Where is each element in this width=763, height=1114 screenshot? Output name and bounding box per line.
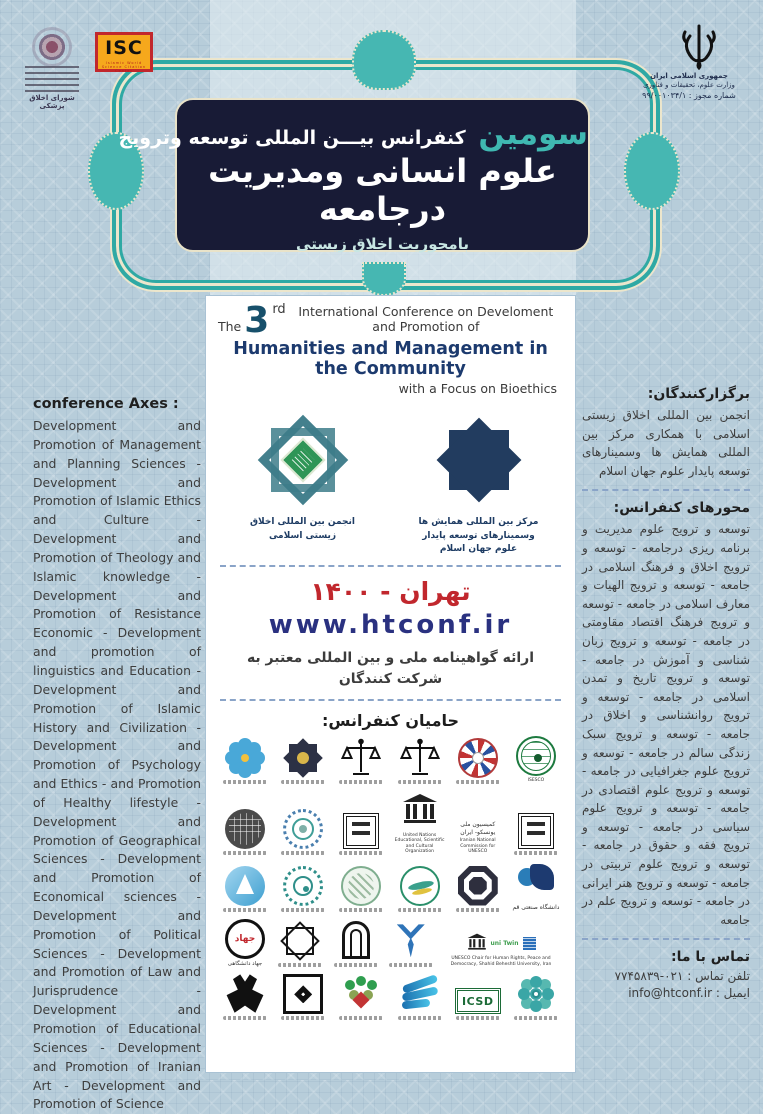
title-line3: with a Focus on Bioethics xyxy=(398,381,557,396)
sponsor-teal-mandala xyxy=(509,974,563,1020)
sponsor-flower-scales xyxy=(218,738,272,784)
calligraphy-seal-icon xyxy=(518,813,554,849)
icsd-logo: ICSD xyxy=(455,988,501,1014)
sponsor-justice-ministry xyxy=(334,738,388,784)
unesco-chair-caption: UNESCO Chair for Human Rights, Peace and Democracy, Shahid Beheshti University, Iran xyxy=(450,956,552,967)
sponsor-azad-university xyxy=(384,921,438,967)
sponsors-row-5 xyxy=(218,974,563,1020)
sail-circle-icon xyxy=(225,866,265,906)
compass-mandala-icon xyxy=(283,866,323,906)
organizers-body: انجمن بین المللی اخلاق زیستی اسلامی با همکاری مرکز بین المللی همایش ها وسمینارهای توسعه پایدار علوم جهان اسلام xyxy=(582,408,750,478)
sponsor-green-red-flower xyxy=(334,974,388,1020)
contact-heading: تماس با ما: xyxy=(670,949,750,966)
gov-line-license: شماره مجوز : ۹۹/۰۰۱۰۳۴/۱ xyxy=(642,91,736,100)
website-url[interactable]: www.htconf.ir xyxy=(268,609,513,640)
axes-en-body: Development and Promotion of Management and Planning Sciences - Development and Promotion of Islamic Ethics and Culture - Development and Promotion of Theology and Islamic knowledge - Development and Promotion of Resistance Economic - Development and promotion of linguistics and Education - Development and Promotion of Islamic History and Civilization - Development and Promotion of Psychology and Ethics - and Promotion of Healthy lifestyle - Development and Promotion of Geographical Sciences - Development and Promotion of Economical sciences - Development and Promotion of Political Sciences - Development and Promotion of Law and Jurisprudence - Development and Promotion of Educational Sciences - Development and Promotion of Iranian Art - Development and Promotion of Science xyxy=(33,418,201,1112)
organizers-heading: برگزارکنندگان: xyxy=(647,386,750,402)
sponsor-unesco-chair-group xyxy=(439,932,563,967)
banner-line2: علوم انسانی ومدیریت درجامعه xyxy=(208,152,557,228)
sponsor-star-outline xyxy=(273,921,327,967)
sponsor-octagon-frame xyxy=(451,866,505,912)
beheshti-blue-square-icon xyxy=(522,936,537,951)
title-number: 3 xyxy=(244,300,270,342)
jahad-seal-icon xyxy=(225,919,265,959)
conference-center-logo xyxy=(435,416,523,504)
conference-axes-en xyxy=(33,396,201,1114)
teal-mandala-icon xyxy=(516,974,556,1014)
organizer-right xyxy=(414,416,544,557)
sponsor-isesco xyxy=(509,736,563,784)
beheshti-medical-calligraphy xyxy=(25,66,79,92)
sponsor-green-seal xyxy=(334,866,388,912)
green-seal-icon xyxy=(341,866,381,906)
sponsors-grid xyxy=(218,736,563,1021)
unesco-commission-en: Iranian National Commission for UNESCO xyxy=(459,838,496,855)
banner-line3: بامحوریت اخلاق زیستی xyxy=(296,235,469,253)
main-panel xyxy=(205,295,576,1073)
conference-title-banner xyxy=(118,98,590,253)
blue-waves-icon xyxy=(400,974,440,1014)
contact-email[interactable]: ایمیل : info@htconf.ir xyxy=(628,986,750,1001)
qom-tech-icon xyxy=(516,862,556,902)
globe-hands-icon xyxy=(225,809,265,849)
separator xyxy=(220,565,561,567)
calligraphy-seal-icon xyxy=(343,813,379,849)
gov-line-ministry: وزارت علوم، تحقیقات و فناوری xyxy=(643,81,735,89)
isesco-globe-icon xyxy=(516,736,556,776)
black-square-diamond-icon xyxy=(283,974,323,1014)
isc-label: ISC xyxy=(105,37,143,59)
octagon-star-icon xyxy=(458,866,498,906)
certificate-line1: ارائه گواهینامه ملی و بین المللی معتبر به xyxy=(246,649,535,666)
sponsor-star-center xyxy=(276,738,330,784)
right-info-column xyxy=(582,386,750,1000)
sponsors-heading: حامیان کنفرانس: xyxy=(321,710,460,730)
sponsor-jahad xyxy=(218,919,272,968)
sponsor-unesco xyxy=(393,791,447,856)
sponsor-beheshti-university xyxy=(334,813,388,855)
sponsor-compass-mandala xyxy=(276,866,330,912)
title-the: The xyxy=(218,319,242,334)
unesco-building-icon xyxy=(400,791,440,831)
jahad-label: جهاد xyxy=(234,933,256,944)
scales-icon xyxy=(341,738,381,778)
jahad-caption: جهاد دانشگاهی xyxy=(227,960,263,967)
sponsors-row-2 xyxy=(218,791,563,856)
sponsor-unesco-commission xyxy=(451,813,505,855)
unesco-building-icon xyxy=(466,932,488,954)
separator xyxy=(220,699,561,701)
beheshti-medical-university-logo xyxy=(16,26,88,118)
beheshti-medical-flower-icon xyxy=(35,30,69,64)
contact-phone[interactable]: تلفن تماس : ۰۲۱-۷۷۴۵۸۳۹ xyxy=(614,969,750,984)
blue-flower-icon xyxy=(225,738,265,778)
sponsor-quran-university xyxy=(329,921,383,967)
ornament-medallion-bottom xyxy=(362,262,406,296)
black-arch-icon xyxy=(342,921,370,959)
certificate-note xyxy=(218,648,563,691)
azad-eagle-icon xyxy=(391,921,431,961)
isesco-caption: ISESCO xyxy=(527,777,545,783)
sponsors-row-4 xyxy=(218,919,563,968)
axes-en-heading: conference Axes : xyxy=(33,396,179,412)
unesco-caption: United Nations Educational, Scientific and Cultural Organization xyxy=(394,832,445,855)
sponsor-human-rights-deputy xyxy=(393,738,447,784)
ornament-medallion-right xyxy=(624,132,680,210)
banner-line1-rest: کنفرانس بیـــن المللی توسعه وترویج xyxy=(118,127,466,149)
axes-fa-body: توسعه و ترویج علوم مدیریت و برنامه ریزی درجامعه - توسعه و ترویج اخلاق و فرهنگ اسلامی در جامعه - توسعه و ترویج الهیات و معارف اسلامی در جامعه - توسعه و ترویج فرهنگ اقتصاد مقاومتی در جامعه - توسعه و ترویج زبان شناسی و آموزش در جامعه - توسعه و ترویج تاریخ و تمدن اسلامی در جامعه - توسعه و ترویج روانشناسی و اخلاق در جامعه - توسعه و ترویج سبک زندگی سالم در جامعه - توسعه و ترویج علوم جغرافیایی در جامعه - توسعه و ترویج علوم اقتصادی در جامعه - توسعه و ترویج علوم سیاسی در جامعه - توسعه و ترویج فقه و حقوق در جامعه - توسعه و ترویج علوم تربیتی در جامعه - توسعه و ترویج هنر ایرانی در جامعه - توسعه و ترویج علم در جامعه xyxy=(582,522,750,927)
ministry-text-block xyxy=(628,72,750,100)
qom-tech-caption: دانشگاه صنعتی قم xyxy=(512,904,560,911)
city-year: تهران - ۱۴۰۰ xyxy=(310,576,471,606)
gov-line-country: جمهوری اسلامی ایران xyxy=(650,72,728,80)
axes-fa-heading: محورهای کنفرانس: xyxy=(613,500,750,517)
sponsor-wave-circle xyxy=(393,866,447,912)
unitwin-label: uni Twin xyxy=(490,939,519,947)
sponsor-square-geometric xyxy=(276,974,330,1020)
sponsor-sail-circle xyxy=(218,866,272,912)
unesco-commission-fa: کمیسیون ملی یونسکو- ایران xyxy=(460,821,496,836)
banner-line1 xyxy=(118,116,588,152)
scales-icon xyxy=(400,738,440,778)
red-blue-roundel-icon xyxy=(458,738,498,778)
title-line2: Humanities and Management in the Community xyxy=(233,339,548,379)
sponsor-tulip xyxy=(218,974,272,1020)
conference-center-caption: مرکز بین المللی همایش ها وسمینارهای توسعه پایدار علوم جهان اسلام xyxy=(418,517,539,554)
separator xyxy=(582,938,750,940)
black-tulip-icon xyxy=(225,974,265,1014)
sponsor-icsd xyxy=(451,988,505,1020)
green-red-flower-icon xyxy=(341,974,381,1014)
sponsor-beheshti-university-2 xyxy=(509,813,563,855)
dark-star-icon xyxy=(283,738,323,778)
title-line1: International Conference on Develoment and Promotion of xyxy=(298,304,554,334)
black-star-outline-icon xyxy=(280,921,320,961)
sponsor-blue-mandala xyxy=(276,809,330,855)
sponsor-globe-hands xyxy=(218,809,272,855)
sponsor-child-rights-association xyxy=(451,738,505,784)
separator xyxy=(582,489,750,491)
bioethics-association-caption: انجمن بین المللی اخلاق زیستی اسلامی xyxy=(249,517,356,541)
sponsors-row-1 xyxy=(218,736,563,784)
isc-caption: Islamic World Science Citation Center xyxy=(101,61,147,73)
wave-circle-icon xyxy=(400,866,440,906)
sponsors-row-3 xyxy=(218,862,563,912)
banner-word-third: سومین xyxy=(478,116,588,152)
blue-mandala-icon xyxy=(283,809,323,849)
organizer-logos-row xyxy=(218,416,563,557)
english-title-block xyxy=(218,300,563,396)
organizer-left xyxy=(238,416,368,557)
beheshti-medical-caption: شورای اخلاق پزشکی xyxy=(29,94,75,110)
sponsor-qom-tech xyxy=(509,862,563,912)
certificate-line2: شرکت کنندگان xyxy=(338,671,443,688)
iran-emblem-icon xyxy=(676,22,722,70)
title-ordinal: rd xyxy=(272,302,286,317)
bioethics-association-logo xyxy=(259,416,347,504)
ornament-medallion-top xyxy=(352,30,416,90)
isc-logo xyxy=(95,32,153,72)
sponsor-sustainable-dev-center xyxy=(393,974,447,1020)
